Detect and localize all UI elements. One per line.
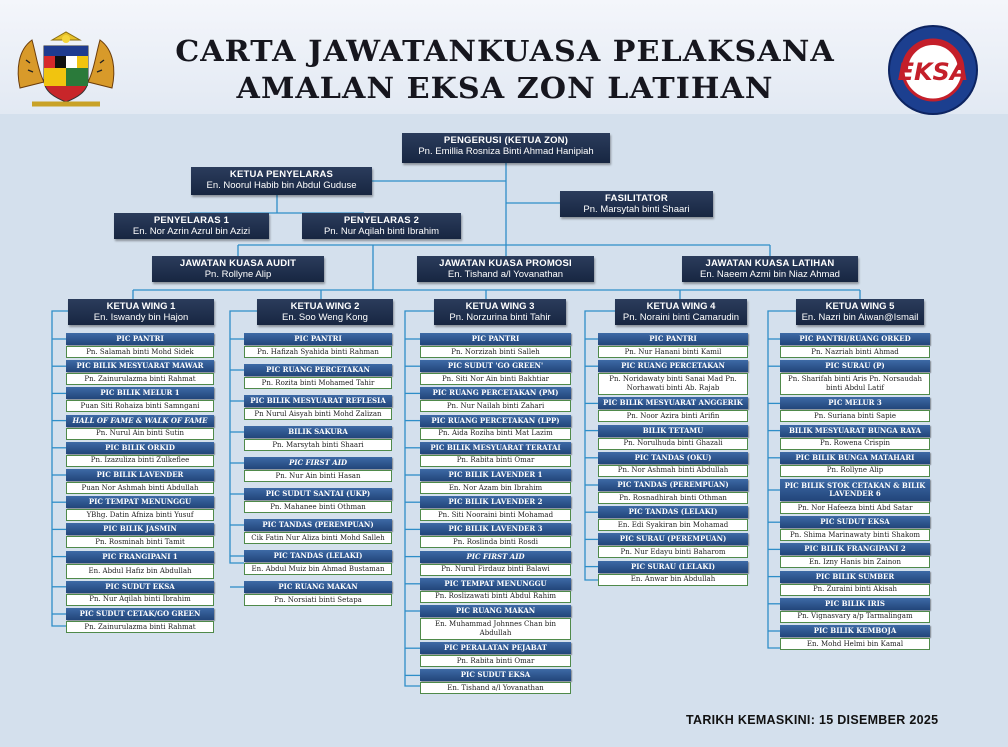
pic-role-label: PIC RUANG PERCETAKAN (LPP)	[420, 415, 571, 427]
pic-person-name: En. Nor Azam bin Ibrahim	[420, 482, 571, 494]
pic-role-label: PIC RUANG PERCETAKAN	[598, 360, 748, 372]
wing-head-name: En. Nazri bin Aiwan@Ismail	[801, 312, 919, 323]
pic-person-name: Pn. Shima Marinawaty binti Shakom	[780, 529, 930, 541]
fasilitator-title: FASILITATOR	[605, 193, 668, 204]
pic-role-label: PIC TEMPAT MENUNGGU	[420, 578, 571, 590]
penyelaras-2-name: Pn. Nur Aqilah binti Ibrahim	[323, 226, 440, 237]
pic-role-label: BILIK SAKURA	[244, 426, 392, 438]
pic-person-name: Cik Fatin Nur Aliza binti Mohd Salleh	[244, 532, 392, 544]
pic-person-name: Pn. Nazriah binti Ahmad	[780, 346, 930, 358]
jk-promosi-box	[417, 256, 594, 282]
chart-title-line1: CARTA JAWATANKUASA PELAKSANA	[175, 34, 835, 68]
penyelaras-1-title: PENYELARAS 1	[153, 215, 230, 226]
pic-role-label: PIC RUANG MAKAN	[420, 605, 571, 617]
penyelaras-2-box	[302, 213, 461, 239]
pic-person-name: En. Edi Syakiran bin Mohamad	[598, 519, 748, 531]
penyelaras-2-title: PENYELARAS 2	[343, 215, 420, 226]
pic-role-label: PIC MELUR 3	[780, 397, 930, 409]
pic-person-name: En. Mohd Helmi bin Kamal	[780, 638, 930, 650]
pic-person-name: Pn. Nur Aqilah binti Ibrahim	[66, 594, 214, 606]
jk-audit-title: JAWATAN KUASA AUDIT	[179, 258, 297, 269]
pic-role-label: PIC RUANG PERCETAKAN (PM)	[420, 387, 571, 399]
eksa-logo	[884, 24, 982, 116]
wing-head-name: Pn. Noraini binti Camarudin	[622, 312, 740, 323]
jk-latihan-title: JAWATAN KUASA LATIHAN	[705, 258, 835, 269]
pic-person-name: Pn. Salamah binti Mohd Sidek	[66, 346, 214, 358]
pic-person-name: Pn. Aida Roziha binti Mat Lazim	[420, 428, 571, 440]
pic-role-label: PIC RUANG MAKAN	[244, 581, 392, 593]
pic-role-label: PIC PERALATAN PEJABAT	[420, 642, 571, 654]
pic-role-label: PIC SUDUT CETAK/GO GREEN	[66, 608, 214, 620]
wing-head-name: En. Soo Weng Kong	[282, 312, 368, 323]
pic-person-name: En. Izny Hanis bin Zainon	[780, 556, 930, 568]
pengerusi-box	[402, 133, 610, 163]
pic-person-name: Pn. Noridawaty binti Sanai Mad Pn. Norhawati binti Ab. Rajab	[598, 373, 748, 395]
pic-role-label: PIC BILIK MESYUARAT TERATAI	[420, 442, 571, 454]
jk-promosi-title: JAWATAN KUASA PROMOSI	[439, 258, 572, 269]
jk-promosi-name: En. Tishand a/l Yovanathan	[447, 269, 564, 280]
pic-role-label: PIC SURAU (LELAKI)	[598, 561, 748, 573]
pic-role-label: PIC BILIK JASMIN	[66, 523, 214, 535]
pic-role-label: PIC BILIK STOK CETAKAN & BILIK LAVENDER 6	[780, 479, 930, 501]
pic-person-name: Pn. Norulhuda binti Ghazali	[598, 438, 748, 450]
pic-person-name: Pn. Nurul Firdauz binti Balawi	[420, 564, 571, 576]
pic-person-name: Pn. Siti Nor Ain binti Bakhtiar	[420, 373, 571, 385]
wing-title: KETUA WING 2	[290, 301, 360, 312]
jk-audit-box	[152, 256, 324, 282]
wing-title: KETUA WING 5	[825, 301, 895, 312]
ketua-penyelaras-name: En. Noorul Habib bin Abdul Guduse	[206, 180, 357, 191]
pic-role-label: PIC BILIK MESYUARAT MAWAR	[66, 360, 214, 372]
pic-role-label: PIC PANTRI/RUANG ORKED	[780, 333, 930, 345]
ketua-penyelaras-box	[191, 167, 372, 195]
malaysia-coat-of-arms	[14, 30, 118, 110]
pic-role-label: PIC BILIK SUMBER	[780, 571, 930, 583]
pic-role-label: PIC RUANG PERCETAKAN	[244, 364, 392, 376]
penyelaras-1-box	[114, 213, 269, 239]
pic-person-name: Pn. Vignasvary a/p Tarmalingam	[780, 611, 930, 623]
wing-3-header	[434, 299, 566, 325]
chart-title-line2: AMALAN EKSA ZON LATIHAN	[236, 71, 774, 105]
pic-role-label: PIC SUDUT EKSA	[420, 669, 571, 681]
pic-person-name: Pn. Nur Nailah binti Zahari	[420, 400, 571, 412]
pic-person-name: Pn. Zuraini binti Akisah	[780, 584, 930, 596]
pengerusi-title: PENGERUSI (KETUA ZON)	[443, 135, 569, 146]
pic-person-name: Pn. Sharifah binti Aris Pn. Norsaudah binti Abdul Latif	[780, 373, 930, 395]
pic-person-name: Pn. Rabita binti Omar	[420, 655, 571, 667]
pic-person-name: Pn. Rowena Crispin	[780, 438, 930, 450]
wing-5-header	[796, 299, 924, 325]
pic-person-name: Puan Siti Rohaiza binti Samngani	[66, 400, 214, 412]
pic-role-label: PIC FRANGIPANI 1	[66, 551, 214, 563]
pic-role-label: PIC PANTRI	[598, 333, 748, 345]
pic-role-label: PIC FIRST AID	[244, 457, 392, 469]
pic-person-name: Pn. Roslizawati binti Abdul Rahim	[420, 591, 571, 603]
pic-role-label: PIC BILIK ORKID	[66, 442, 214, 454]
pic-role-label: PIC SURAU (PEREMPUAN)	[598, 533, 748, 545]
wing-title: KETUA WING 4	[646, 301, 716, 312]
pic-role-label: PIC PANTRI	[66, 333, 214, 345]
pic-role-label: PIC PANTRI	[420, 333, 571, 345]
update-date: TARIKH KEMASKINI: 15 DISEMBER 2025	[686, 713, 939, 727]
pic-role-label: PIC BILIK IRIS	[780, 598, 930, 610]
pic-role-label: PIC TANDAS (PEREMPUAN)	[598, 479, 748, 491]
pic-person-name: Pn. Norzizah binti Salleh	[420, 346, 571, 358]
pic-person-name: Pn. Noor Azira binti Arifin	[598, 410, 748, 422]
wing-4-header	[615, 299, 747, 325]
pic-person-name: Pn. Rabita binti Omar	[420, 455, 571, 467]
wing-title: KETUA WING 1	[106, 301, 176, 312]
pic-role-label: PIC BILIK LAVENDER	[66, 469, 214, 481]
pic-person-name: En. Abdul Hafiz bin Abdullah	[66, 564, 214, 579]
pic-role-label: PIC BILIK LAVENDER 1	[420, 469, 571, 481]
pengerusi-name: Pn. Emillia Rosniza Binti Ahmad Hanipiah	[418, 146, 594, 157]
pic-role-label: HALL OF FAME & WALK OF FAME	[66, 415, 214, 427]
pic-role-label: PIC BILIK LAVENDER 3	[420, 523, 571, 535]
pic-person-name: Pn. Nur Ain binti Hasan	[244, 470, 392, 482]
penyelaras-1-name: En. Nor Azrin Azrul bin Azizi	[132, 226, 251, 237]
jk-audit-name: Pn. Rollyne Alip	[204, 269, 272, 280]
pic-role-label: PIC BILIK MELUR 1	[66, 387, 214, 399]
pic-person-name: Pn. Nurul Ain binti Sutin	[66, 428, 214, 440]
pic-role-label: BILIK TETAMU	[598, 425, 748, 437]
pic-role-label: PIC BILIK KEMBOJA	[780, 625, 930, 637]
pic-person-name: Pn. Norsiati binti Setapa	[244, 594, 392, 606]
wing-head-name: Pn. Norzurina binti Tahir	[449, 312, 551, 323]
pic-person-name: Pn. Rosnadhirah binti Othman	[598, 492, 748, 504]
pic-role-label: PIC FIRST AID	[420, 551, 571, 563]
pic-person-name: Pn. Suriana binti Sapie	[780, 410, 930, 422]
fasilitator-name: Pn. Marsytah binti Shaari	[583, 204, 690, 215]
pic-person-name: En. Muhammad Johnnes Chan bin Abdullah	[420, 618, 571, 640]
pic-person-name: Pn. Siti Nooraini binti Mohamad	[420, 509, 571, 521]
pic-role-label: BILIK MESYUARAT BUNGA RAYA	[780, 425, 930, 437]
wing-head-name: En. Iswandy bin Hajon	[93, 312, 189, 323]
pic-role-label: PIC SUDUT 'GO GREEN'	[420, 360, 571, 372]
pic-person-name: Pn. Nur Hanani binti Kamil	[598, 346, 748, 358]
pic-person-name: Pn. Mahanee binti Othman	[244, 501, 392, 513]
pic-person-name: Pn. Marsytah binti Shaari	[244, 439, 392, 451]
pic-role-label: PIC BILIK MESYUARAT ANGGERIK	[598, 397, 748, 409]
pic-person-name: En. Abdul Muiz bin Ahmad Bustaman	[244, 563, 392, 575]
jk-latihan-box	[682, 256, 858, 282]
pic-person-name: Pn. Rollyne Alip	[780, 465, 930, 477]
pic-role-label: PIC PANTRI	[244, 333, 392, 345]
pic-person-name: Pn. Zainurulazma binti Rahmat	[66, 621, 214, 633]
pic-person-name: Pn. Zainurulazma binti Rahmat	[66, 373, 214, 385]
pic-role-label: PIC BILIK LAVENDER 2	[420, 496, 571, 508]
pic-role-label: PIC TANDAS (LELAKI)	[244, 550, 392, 562]
pic-role-label: PIC SUDUT EKSA	[780, 516, 930, 528]
pic-person-name: En. Anwar bin Abdullah	[598, 574, 748, 586]
pic-person-name: Pn. Roslinda binti Rosdi	[420, 536, 571, 548]
pic-person-name: Pn. Hafizah Syahida binti Rahman	[244, 346, 392, 358]
pic-person-name: Pn. Nor Ashmah binti Abdullah	[598, 465, 748, 477]
eksa-logo-text: EKSA	[897, 58, 969, 86]
pic-role-label: PIC SURAU (P)	[780, 360, 930, 372]
pic-role-label: PIC TANDAS (LELAKI)	[598, 506, 748, 518]
pic-role-label: PIC TEMPAT MENUNGGU	[66, 496, 214, 508]
pic-person-name: YBhg. Datin Afniza binti Yusuf	[66, 509, 214, 521]
pic-person-name: Pn Nurul Aisyah binti Mohd Zalizan	[244, 408, 392, 420]
fasilitator-box	[560, 191, 713, 217]
wing-2-header	[257, 299, 393, 325]
pic-person-name: Pn. Nor Hafeeza binti Abd Satar	[780, 502, 930, 514]
pic-person-name: Pn. Izazuliza binti Zulkeflee	[66, 455, 214, 467]
wing-1-header	[68, 299, 214, 325]
pic-role-label: PIC TANDAS (PEREMPUAN)	[244, 519, 392, 531]
pic-role-label: PIC SUDUT SANTAI (UKP)	[244, 488, 392, 500]
pic-role-label: PIC BILIK BUNGA MATAHARI	[780, 452, 930, 464]
jk-latihan-name: En. Naeem Azmi bin Niaz Ahmad	[700, 269, 840, 280]
pic-role-label: PIC BILIK MESYUARAT REFLESIA	[244, 395, 392, 407]
pic-person-name: Puan Nor Ashmah binti Abdullah	[66, 482, 214, 494]
pic-person-name: Pn. Nur Edayu binti Baharom	[598, 546, 748, 558]
wing-title: KETUA WING 3	[465, 301, 535, 312]
pic-person-name: Pn. Rozita binti Mohamed Tahir	[244, 377, 392, 389]
pic-person-name: En. Tishand a/l Yovanathan	[420, 682, 571, 694]
pic-person-name: Pn. Rosminah binti Tamit	[66, 536, 214, 548]
pic-role-label: PIC BILIK FRANGIPANI 2	[780, 543, 930, 555]
pic-role-label: PIC SUDUT EKSA	[66, 581, 214, 593]
pic-role-label: PIC TANDAS (OKU)	[598, 452, 748, 464]
ketua-penyelaras-title: KETUA PENYELARAS	[229, 169, 334, 180]
